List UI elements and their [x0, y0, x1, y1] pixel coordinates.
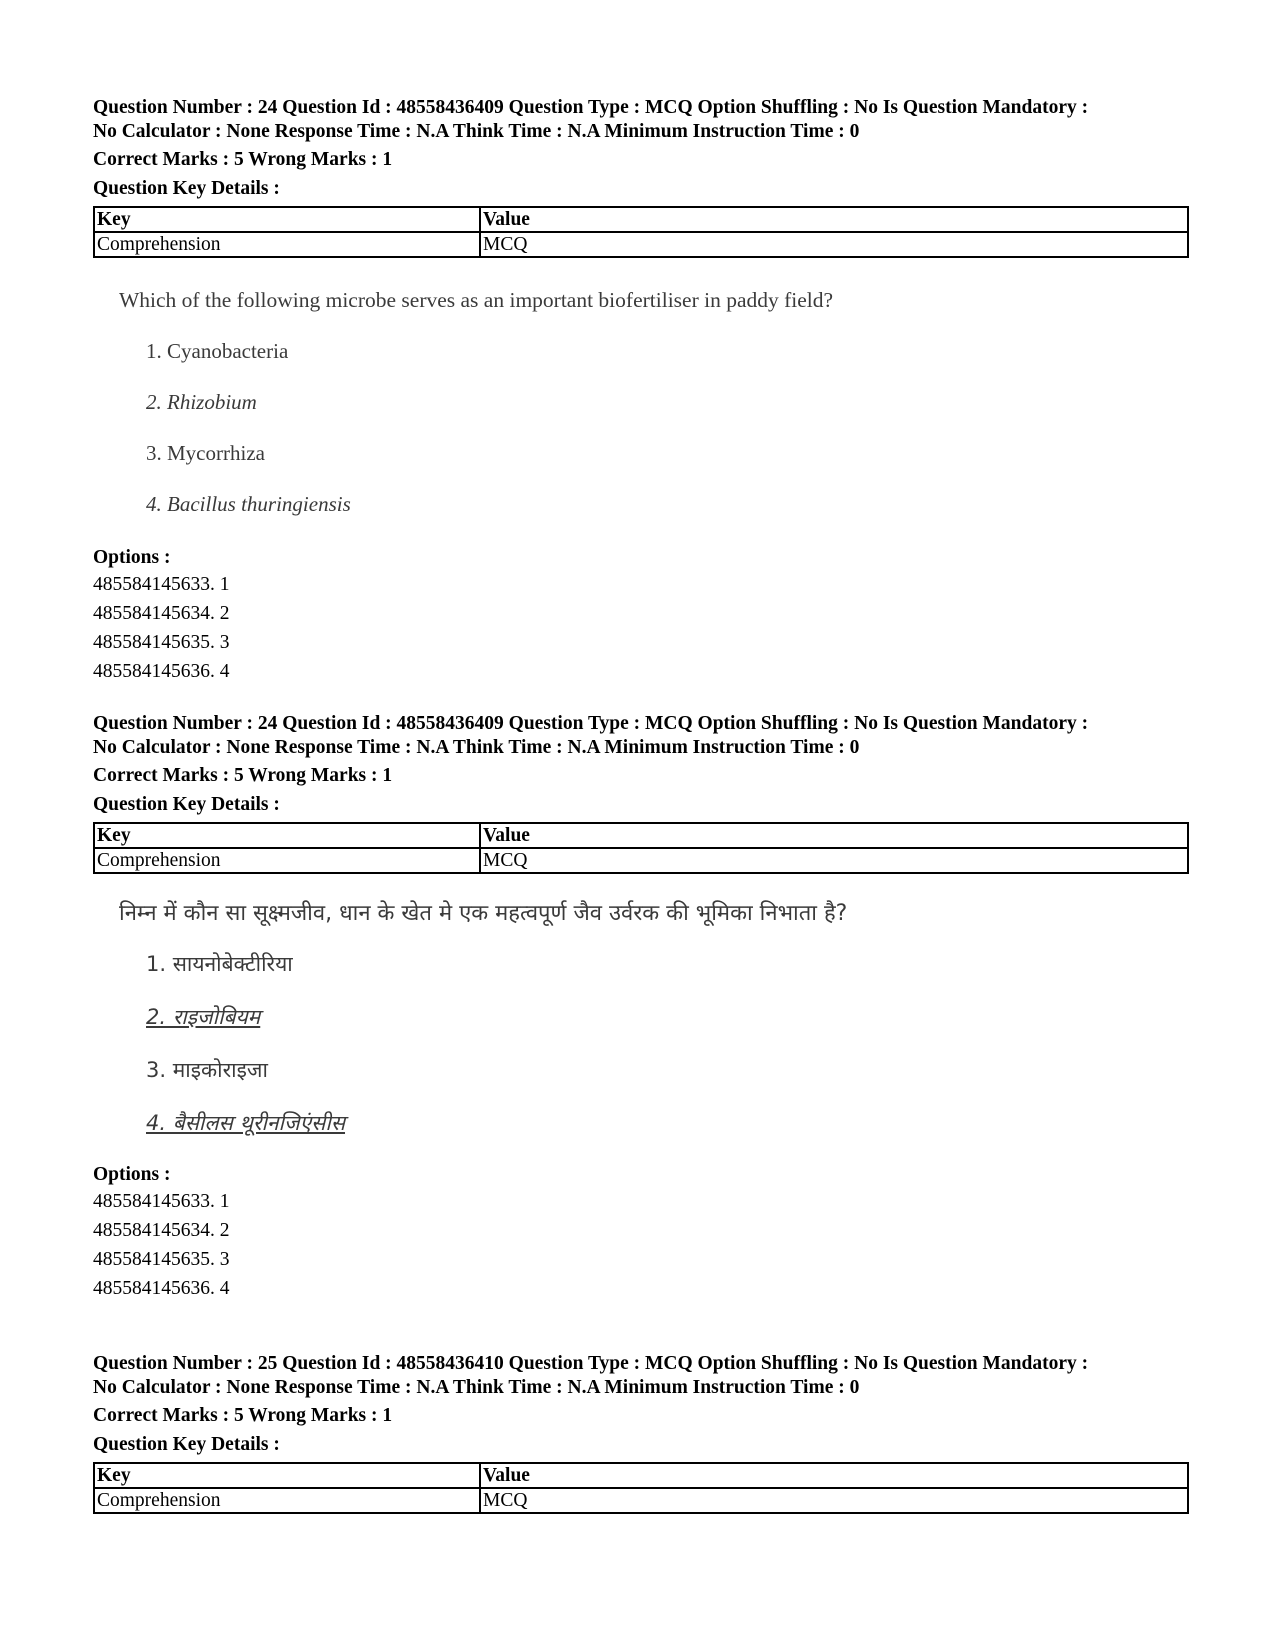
table-header-value: Value — [480, 823, 1188, 848]
option-row: 485584145633. 1 — [93, 1191, 230, 1212]
table-header-value: Value — [480, 1463, 1188, 1488]
question-choice-1: 1. Cyanobacteria — [146, 339, 289, 363]
table-cell-value: MCQ — [480, 232, 1188, 257]
table-header-row — [94, 1463, 1188, 1488]
question-key-details-label: Question Key Details : — [93, 1434, 280, 1455]
table-header-row — [94, 207, 1188, 232]
question-choice-2 — [93, 1003, 1189, 1031]
key-value-table — [93, 822, 1189, 874]
question-marks: Correct Marks : 5 Wrong Marks : 1 — [93, 1405, 393, 1426]
table-cell-value: MCQ — [480, 1488, 1188, 1513]
question-choice-4: 4. Bacillus thuringiensis — [146, 492, 351, 516]
option-row: 485584145636. 4 — [93, 1278, 230, 1299]
option-row: 485584145633. 1 — [93, 574, 230, 595]
question-block-3 — [93, 1352, 1189, 1514]
table-cell-key: Comprehension — [94, 1488, 480, 1513]
option-row: 485584145636. 4 — [93, 661, 230, 682]
question-choice-1: 1. सायनोबेक्टीरिया — [146, 952, 293, 976]
question-block-1 — [93, 96, 1189, 686]
question-meta-line-2: No Calculator : None Response Time : N.A Think Time : N.A Minimum Instruction Time : 0 — [93, 1377, 860, 1398]
table-header-key: Key — [94, 1463, 480, 1488]
question-meta — [93, 712, 1189, 760]
key-value-table — [93, 1462, 1189, 1514]
table-cell-value: MCQ — [480, 848, 1188, 873]
table-cell-key: Comprehension — [94, 232, 480, 257]
options-label: Options : — [93, 1164, 171, 1185]
question-choice-4 — [93, 1109, 1189, 1137]
question-meta-line-2: No Calculator : None Response Time : N.A Think Time : N.A Minimum Instruction Time : 0 — [93, 121, 860, 142]
question-content — [93, 900, 1189, 1137]
table-header-value: Value — [480, 207, 1188, 232]
question-key-details-label: Question Key Details : — [93, 178, 280, 199]
question-choice-text: 4. बैसीलस थूरीनजिएंसीस — [146, 1111, 346, 1135]
option-row: 485584145634. 2 — [93, 1220, 230, 1241]
question-meta-line-1: Question Number : 24 Question Id : 48558436409 Question Type : MCQ Option Shuffling : No Is Question Mandatory : — [93, 97, 1089, 118]
question-block-2 — [93, 712, 1189, 1303]
table-header-key: Key — [94, 207, 480, 232]
option-row: 485584145634. 2 — [93, 603, 230, 624]
question-content — [93, 286, 1189, 518]
question-choice-text: 2. राइजोबियम — [146, 1005, 261, 1029]
question-text: निम्न में कौन सा सूक्ष्मजीव, धान के खेत मे एक महत्वपूर्ण जैव उर्वरक की भूमिका निभाता है? — [119, 901, 848, 926]
question-text: Which of the following microbe serves as an important biofertiliser in paddy field? — [119, 288, 834, 312]
question-marks: Correct Marks : 5 Wrong Marks : 1 — [93, 765, 393, 786]
table-row — [94, 848, 1188, 873]
table-header-row — [94, 823, 1188, 848]
option-row: 485584145635. 3 — [93, 632, 230, 653]
question-meta-line-1: Question Number : 24 Question Id : 48558436409 Question Type : MCQ Option Shuffling : No Is Question Mandatory : — [93, 713, 1089, 734]
options-label: Options : — [93, 547, 171, 568]
option-row: 485584145635. 3 — [93, 1249, 230, 1270]
table-header-key: Key — [94, 823, 480, 848]
question-meta — [93, 96, 1189, 144]
key-value-table — [93, 206, 1189, 258]
question-meta-line-1: Question Number : 25 Question Id : 48558436410 Question Type : MCQ Option Shuffling : No Is Question Mandatory : — [93, 1353, 1089, 1374]
question-key-details-label: Question Key Details : — [93, 794, 280, 815]
question-choice-3: 3. माइकोराइजा — [146, 1058, 268, 1082]
question-choice-3: 3. Mycorrhiza — [146, 441, 265, 465]
table-row — [94, 1488, 1188, 1513]
table-cell-key: Comprehension — [94, 848, 480, 873]
table-row — [94, 232, 1188, 257]
question-meta — [93, 1352, 1189, 1400]
question-marks: Correct Marks : 5 Wrong Marks : 1 — [93, 149, 393, 170]
question-choice-2: 2. Rhizobium — [146, 390, 257, 414]
question-meta-line-2: No Calculator : None Response Time : N.A Think Time : N.A Minimum Instruction Time : 0 — [93, 737, 860, 758]
